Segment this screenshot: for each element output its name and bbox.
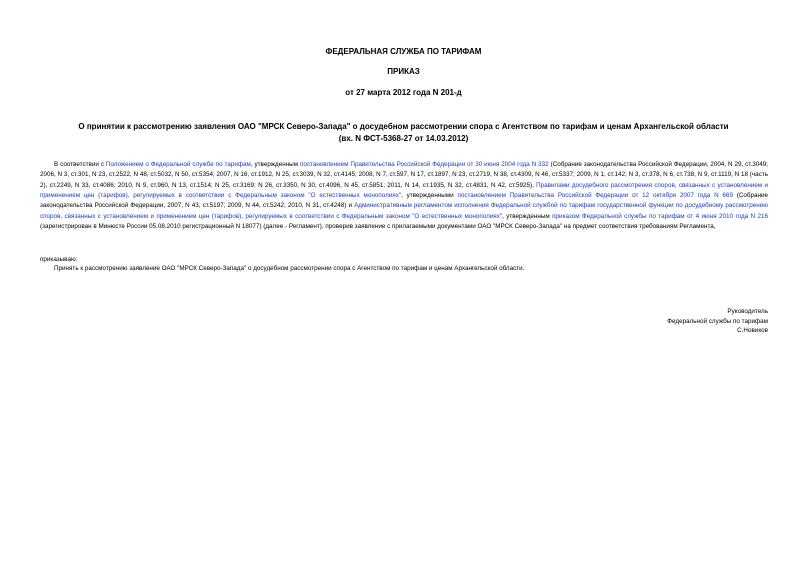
link-fst-regulation[interactable]: Положением о Федеральной службе по тарифам bbox=[105, 161, 251, 168]
preamble-text: В соответствии с bbox=[54, 161, 106, 168]
signatory-name: С.Новиков bbox=[737, 327, 768, 334]
link-government-decree-332[interactable]: постановлением Правительства Российской Федерации от 30 июня 2004 года N 332 bbox=[299, 161, 549, 168]
preamble-paragraph bbox=[40, 160, 768, 232]
preamble-text: (Собрание законодательства Российской Федерации, 2007, N 43, ст.5197; 2009, N 44, ст.5242; 2010, N 31, ст.4248) и bbox=[40, 192, 768, 210]
link-administrative-regulation[interactable]: Административным регламентом исполнения Федеральной службой по тарифам государственной функции по досудебному рассмотрению споров, связанных с установлением и применением цен (тарифов), регулируемых в соответствии с Федеральным законом "О естественных монополиях" bbox=[40, 202, 768, 220]
document-title bbox=[0, 121, 807, 145]
document-title-line-2: (вх. N ФСТ-5368-27 от 14.03.2012) bbox=[338, 134, 469, 143]
preamble-text: , утвержденными bbox=[401, 192, 458, 200]
link-government-decree-669[interactable]: постановлением Правительства Российской Федерации от 12 октября 2007 года N 669 bbox=[457, 192, 733, 200]
document-date: от 27 марта 2012 года N 201-д bbox=[345, 88, 462, 97]
signatory-agency: Федеральной службы по тарифам bbox=[667, 318, 768, 325]
preamble-text: , утвержденным bbox=[250, 161, 300, 168]
preamble-text: (зарегистрирован в Минюсте России 05.08.2010 регистрационный N 18077) (далее - Регламент), проверив заявление с прилагаемыми документами ОАО "МРСК Северо-Запада" на предмет соответствия требованиям Регламента, bbox=[40, 223, 716, 231]
agency-name: ФЕДЕРАЛЬНАЯ СЛУЖБА ПО ТАРИФАМ bbox=[325, 47, 482, 56]
preamble-text: (Собрание законодательства Российской Федерации, 2004, N 29, ст.3049; 2006, N 3, ст.301, N 23, ст.2522, N 48, ст.5032, N 50, ст.5354; 2007, N 16, ст.1912, N 25, ст.3039, N 32, ст.4145; 2008, N 7, ст.597, N 17, ст.1897, N 23, ст.2719, N 38, ст.4309, N 46, ст.5337; 2009, N 1, ст.142; N 3, ст.378, N 6, ст.738, N 9, ст.1119, N 18 (часть 2), ст.2249, N 33, ст.4086; 2010, N 9, ст.960, N 13, ст.1514; N 25, ст.3169; N 26, ст.3350, N 30, ст.4096, N 45, ст.5851; 2011, N 14, ст.1935, N 32, ст.4831, N 42, ст.5925), bbox=[40, 161, 769, 189]
link-pretrial-dispute-rules[interactable]: Правилами досудебного рассмотрения споров, связанных с установлением и применением цен (тарифов), регулируемых в соответствии с Федеральным законом "О естественных монополиях" bbox=[40, 181, 768, 200]
document-type: ПРИКАЗ bbox=[387, 67, 420, 76]
preamble-text: , утвержденным bbox=[502, 212, 553, 220]
signatory-position: Руководитель bbox=[727, 308, 768, 315]
ordered-label: приказываю: bbox=[40, 256, 78, 263]
link-fst-order-216[interactable]: приказом Федеральной службы по тарифам от 4 июня 2010 года N 216 bbox=[552, 212, 768, 220]
decision-paragraph: Принять к рассмотрению заявление ОАО "МРСК Северо-Запада" о досудебном рассмотрении спора с Агентством по тарифам и ценам Архангельской области. bbox=[54, 265, 525, 272]
document-title-line-1: О принятии к рассмотрению заявления ОАО "МРСК Северо-Запада" о досудебном рассмотрении спора с Агентством по тарифам и ценам Архангельской области bbox=[78, 122, 729, 131]
